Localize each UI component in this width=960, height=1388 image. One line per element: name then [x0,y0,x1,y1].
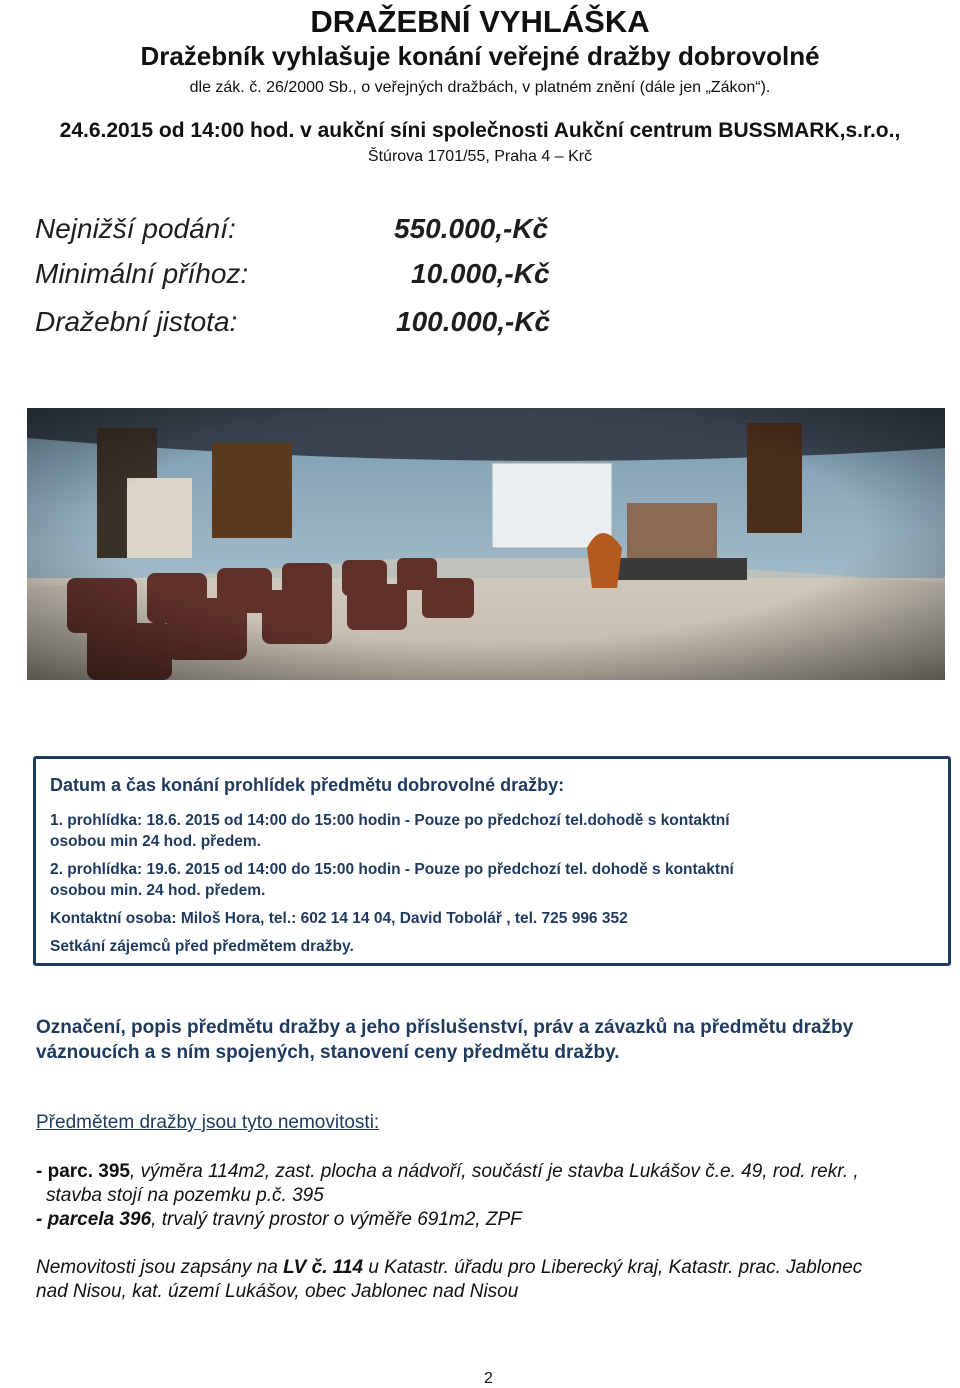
registry-lv-number: LV č. 114 [283,1257,364,1278]
subject-item-1-details: , výměra 114m2, zast. plocha a nádvoří, součástí je stavba Lukášov č.e. 49, rod. rekr. , [130,1161,859,1182]
subject-item-2 [36,1208,522,1231]
description-line-2: váznoucích a s ním spojených, stanovení ceny předmětu dražby. [36,1042,620,1063]
fee-label-min-increment: Minimální příhoz: [35,258,249,289]
description-line-1: Označení, popis předmětu dražby a jeho příslušenství, práv a závazků na předmětu dražby [36,1017,854,1038]
subject-item-1 [36,1160,859,1183]
fee-label-deposit: Dražební jistota: [35,306,238,337]
inspection-2-line: 2. prohlídka: 19.6. 2015 od 14:00 do 15:00 hodin - Pouze po předchozí tel. dohodě s kontaktní [50,861,734,878]
page-number: 2 [484,1370,493,1387]
subject-item-2-details: , trvalý travný prostor o výměře 691m2, ZPF [151,1209,522,1230]
document-subtitle: Dražebník vyhlašuje konání veřejné dražby dobrovolné [140,41,820,71]
inspection-info-box [33,756,951,966]
subject-item-2-parcel: - parcela 396 [36,1209,152,1230]
fee-value-lowest-bid: 550.000,-Kč [394,213,549,244]
contact-person: Kontaktní osoba: Miloš Hora, tel.: 602 14 14 04, David Tobolář , tel. 725 996 352 [50,910,628,927]
registry-text-2: u Katastr. úřadu pro Liberecký kraj, Katastr. prac. Jablonec [363,1257,863,1278]
auction-date-line: 24.6.2015 od 14:00 hod. v aukční síni společnosti Aukční centrum BUSSMARK,s.r.o., [59,119,901,142]
registry-text-1: Nemovitosti jsou zapsány na [36,1257,284,1278]
registry-line-1 [36,1256,862,1279]
auction-hall-photo [27,408,945,680]
fee-value-deposit: 100.000,-Kč [396,306,551,337]
inspection-2-line-cont: osobou min. 24 hod. předem. [50,882,266,899]
law-reference: dle zák. č. 26/2000 Sb., o veřejných dražbách, v platném znění (dále jen „Zákon“). [189,79,771,96]
inspection-1-line-cont: osobou min 24 hod. předem. [50,833,261,850]
fee-label-lowest-bid: Nejnižší podání: [35,213,236,244]
inspection-1-line: 1. prohlídka: 18.6. 2015 od 14:00 do 15:00 hodin - Pouze po předchozí tel.dohodě s kontaktní [50,812,730,829]
registry-line-2: nad Nisou, kat. území Lukášov, obec Jablonec nad Nisou [36,1281,519,1302]
meeting-note: Setkání zájemců před předmětem dražby. [50,938,354,955]
subject-item-1-parcel: - parc. 395 [36,1161,130,1182]
subject-item-1-cont: stavba stojí na pozemku p.č. 395 [46,1185,324,1206]
fee-value-min-increment: 10.000,-Kč [411,258,550,289]
document-title: DRAŽEBNÍ VYHLÁŠKA [310,4,650,39]
auction-address: Štúrova 1701/55, Praha 4 – Krč [367,148,593,165]
subjects-heading: Předmětem dražby jsou tyto nemovitosti: [36,1112,380,1133]
inspection-title: Datum a čas konání prohlídek předmětu dobrovolné dražby: [50,775,565,795]
